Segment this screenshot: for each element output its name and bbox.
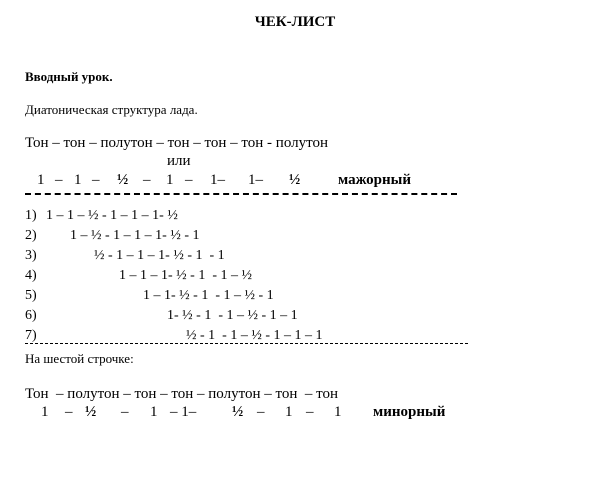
major-number: – [185, 172, 193, 188]
separator-thin [25, 343, 468, 344]
major-number: 1– [248, 172, 263, 188]
row-number: 7) [25, 328, 37, 343]
minor-number: 1 [41, 404, 49, 420]
major-number: 1 [74, 172, 82, 188]
row-number: 1) [25, 208, 37, 223]
minor-number: – [121, 404, 129, 420]
major-number: – [55, 172, 63, 188]
minor-number: 1 [334, 404, 342, 420]
row-text: 1 – 1- ½ - 1 - 1 – ½ - 1 [143, 288, 274, 303]
row-text: ½ - 1 - 1 – ½ - 1 – 1 – 1 [186, 328, 323, 343]
row-number: 5) [25, 288, 37, 303]
minor-number: 1 [285, 404, 293, 420]
minor-formula-words: Тон – полутон – тон – тон – полутон – тон – тон [25, 386, 339, 402]
row-number: 3) [25, 248, 37, 263]
major-number: 1 [166, 172, 174, 188]
major-number: – [92, 172, 100, 188]
separator-thick [25, 193, 457, 195]
or-word: или [167, 153, 191, 169]
minor-number: ½ [85, 404, 97, 420]
major-number: 1 [37, 172, 45, 188]
minor-number: – [65, 404, 73, 420]
major-number: 1– [210, 172, 225, 188]
row-number: 6) [25, 308, 37, 323]
lesson-subtitle: Диатоническая структура лада. [25, 102, 198, 117]
major-number: ½ [117, 172, 129, 188]
row-text: 1 – ½ - 1 – 1 – 1- ½ - 1 [70, 228, 200, 243]
major-number: – [143, 172, 151, 188]
major-label: мажорный [338, 172, 411, 188]
row-text: 1 – 1 – ½ - 1 – 1 – 1- ½ [46, 208, 178, 223]
minor-number: ½ [232, 404, 244, 420]
row-number: 2) [25, 228, 37, 243]
page-title: ЧЕК-ЛИСТ [254, 14, 336, 30]
major-number: ½ [289, 172, 301, 188]
minor-number: – [257, 404, 265, 420]
row-text: 1- ½ - 1 - 1 – ½ - 1 – 1 [167, 308, 298, 323]
minor-number: 1 [150, 404, 158, 420]
minor-label: минорный [373, 404, 446, 420]
row-text: 1 – 1 – 1- ½ - 1 - 1 – ½ [119, 268, 252, 283]
lesson-heading: Вводный урок. [25, 69, 113, 84]
row-number: 4) [25, 268, 37, 283]
row-text: ½ - 1 – 1 – 1- ½ - 1 - 1 [94, 248, 225, 263]
minor-number: – 1– [170, 404, 197, 420]
sixth-row-label: На шестой строчке: [25, 351, 134, 366]
major-formula-words: Тон – тон – полутон – тон – тон – тон - полутон [25, 135, 328, 151]
minor-number: – [306, 404, 314, 420]
